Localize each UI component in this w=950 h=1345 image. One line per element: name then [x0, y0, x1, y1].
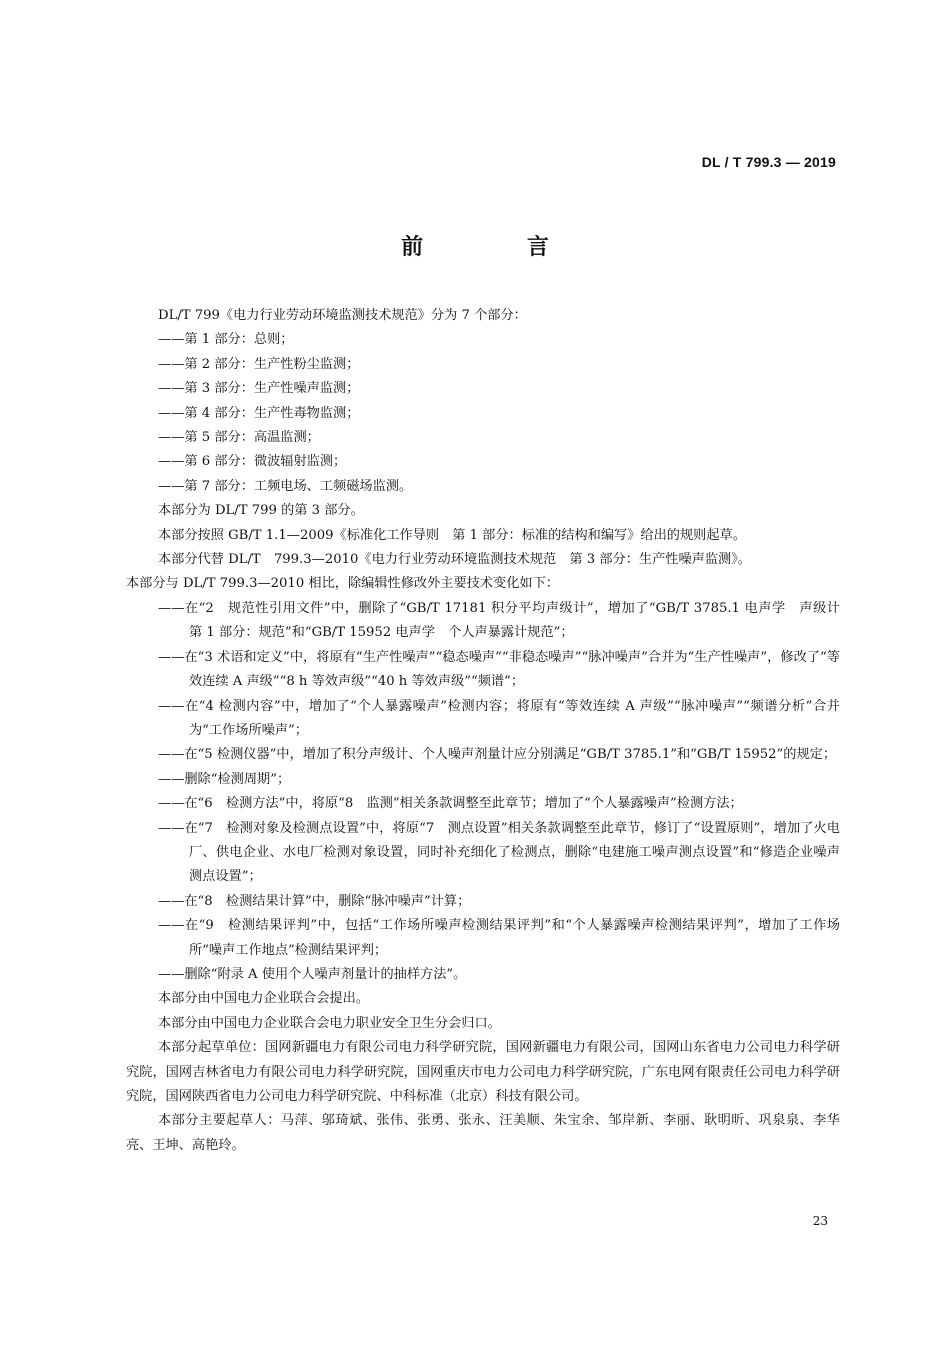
- list-item: ——在“9 检测结果评判”中，包括“工作场所噪声检测结果评判”和“个人暴露噪声检测结果评判”，增加了工作场所“噪声工作地点”检测结果评判；: [158, 918, 840, 958]
- list-item: ——第 6 部分：微波辐射监测；: [158, 454, 347, 470]
- list-item: ——在“5 检测仪器”中，增加了积分声级计、个人噪声剂量计应分别满足“GB/T 3785.1”和“GB/T 15952”的规定；: [158, 747, 837, 763]
- list-item: ——删除“附录 A 使用个人噪声剂量计的抽样方法”。: [158, 966, 467, 982]
- list-item: ——第 4 部分：生产性毒物监测；: [158, 405, 360, 421]
- part-paragraph: 本部分为 DL/T 799 的第 3 部分。: [158, 503, 364, 519]
- list-item: ——第 5 部分：高温监测；: [158, 430, 320, 446]
- replace-paragraph: 本部分代替 DL/T 799.3—2010《电力行业劳动环境监测技术规范 第 3 部分：生产性噪声监测》。: [158, 552, 751, 568]
- changes-list: [126, 597, 854, 988]
- document-body: [126, 304, 854, 1158]
- list-item: ——在“7 检测对象及检测点设置”中，将原“7 测点设置”相关条款调整至此章节，修订了“设置原则”，增加了火电厂、供电企业、水电厂检测对象设置，同时补充细化了检测点，删除“电建施工噪声测点设置”和“修造企业噪声测点设置”；: [158, 820, 840, 885]
- list-item: ——第 1 部分：总则；: [158, 332, 294, 348]
- drafters-paragraph: 本部分主要起草人：马萍、邬琦斌、张伟、张勇、张永、汪美顺、朱宝余、邹岸新、李丽、耿明昕、巩泉泉、李华亮、王坤、高艳玲。: [126, 1113, 840, 1153]
- centralized-paragraph: 本部分由中国电力企业联合会电力职业安全卫生分会归口。: [158, 1015, 501, 1031]
- drafting-units-paragraph: 本部分起草单位：国网新疆电力有限公司电力科学研究院，国网新疆电力有限公司，国网山东省电力公司电力科学研究院，国网吉林省电力有限公司电力科学研究院，国网重庆市电力公司电力科学研究院，广东电网有限责任公司电力科学研究院，国网陕西省电力公司电力科学研究院、中科标准（北京）科技有限公司。: [126, 1040, 840, 1104]
- list-item: ——第 3 部分：生产性噪声监测；: [158, 381, 360, 397]
- list-item: ——在“6 检测方法”中，将原“8 监测”相关条款调整至此章节；增加了“个人暴露噪声”检测方法；: [158, 796, 743, 812]
- standard-code: DL / T 799.3 — 2019: [701, 154, 836, 170]
- drafting-paragraph: 本部分按照 GB/T 1.1—2009《标准化工作导则 第 1 部分：标准的结构和编写》给出的规则起草。: [158, 527, 746, 543]
- list-item: ——第 7 部分：工频电场、工频磁场监测。: [158, 478, 413, 494]
- list-item: ——在“2 规范性引用文件”中，删除了“GB/T 17181 积分平均声级计”，增加了“GB/T 3785.1 电声学 声级计 第 1 部分：规范”和“GB/T 15952 电声学 个人声暴露计规范”；: [158, 600, 854, 641]
- page-number: 23: [812, 1214, 828, 1228]
- list-item: ——在“8 检测结果计算”中，删除“脉冲噪声”计算；: [158, 893, 471, 909]
- list-item: ——删除“检测周期”；: [158, 771, 291, 787]
- intro-paragraph: DL/T 799《电力行业劳动环境监测技术规范》分为 7 个部分：: [158, 308, 527, 323]
- list-item: ——第 2 部分：生产性粉尘监测；: [158, 356, 360, 372]
- proposed-paragraph: 本部分由中国电力企业联合会提出。: [158, 991, 369, 1007]
- changes-intro-paragraph: 本部分与 DL/T 799.3—2010 相比，除编辑性修改外主要技术变化如下：: [126, 576, 559, 592]
- list-item: ——在“3 术语和定义”中，将原有“生产性噪声”“稳态噪声”“非稳态噪声”“脉冲噪声”合并为“生产性噪声”，修改了“等效连续 A 声级”“8 h 等效声级”“40 h 等效声级”“频谱”；: [158, 649, 840, 690]
- parts-list: [126, 328, 840, 499]
- list-item: ——在“4 检测内容”中，增加了“个人暴露噪声”检测内容；将原有“等效连续 A 声级”“脉冲噪声”“频谱分析”合并为“工作场所噪声”；: [158, 698, 840, 738]
- page-title: 前 言: [401, 235, 597, 260]
